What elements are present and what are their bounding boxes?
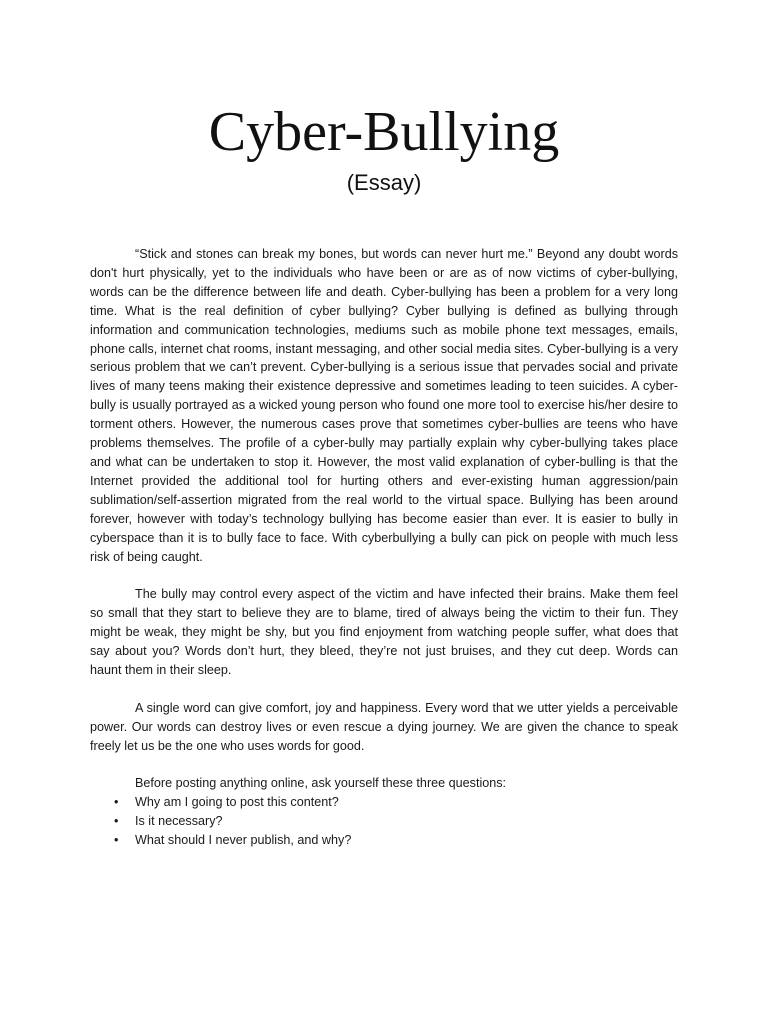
essay-paragraph-1: “Stick and stones can break my bones, but words can never hurt me.” Beyond any doubt words don't hurt physically, yet to the individuals who have been or are as of now victims of cyber-bullying, words can be the difference between life and death. Cyber-bullying has been a problem for a very long time. What is the real definition of cyber bullying? Cyber bullying is defined as bullying through information and communication technologies, mediums such as mobile phone text messages, emails, phone calls, internet chat rooms, instant messaging, and other social media sites. Cyber-bullying is a very serious problem that we can’t prevent. Cyber-bullying is a serious issue that pervades social and private lives of many teens making their existence depressive and sometimes leading to teen suicides. A cyber-bully is usually portrayed as a wicked young person who found one more tool to exercise his/her desire to torment others. However, the numerous cases prove that sometimes cyber-bullies are teens who have problems themselves. The profile of a cyber-bully may partially explain why cyber-bullying takes place and what can be undertaken to stop it. However, the most valid explanation of cyber-bulling is that the Internet provided the additional tool for hurting others and ever-existing human aggression/pain sublimation/self-assertion migrated from the real world to the virtual space. Bullying has been around forever, however with today’s technology bullying has become easier than ever. It is easier to bully in cyberspace than it is to bully face to face. With cyberbullying a bully can pick on people with much less risk of being caught. xyxy=(90,247,678,564)
essay-paragraph-2: The bully may control every aspect of the victim and have infected their brains. Make them feel so small that they start to believe they are to blame, tired of always being the victim to their fun. They might be weak, they might be shy, but you find enjoyment from watching people suffer, what does that say about you? Words don’t hurt, they bleed, they’re not just bruises, and they cut deep. Words can haunt them in their sleep. xyxy=(90,587,678,677)
question-item xyxy=(90,831,678,850)
question-text: What should I never publish, and why? xyxy=(135,833,352,848)
question-item xyxy=(90,793,678,812)
questions-list xyxy=(90,793,678,850)
essay-paragraph-3: A single word can give comfort, joy and happiness. Every word that we utter yields a perceivable power. Our words can destroy lives or even rescue a dying journey. We are given the chance to speak freely let us be the one who uses words for good. xyxy=(90,700,678,753)
bullet-icon: • xyxy=(114,814,119,829)
essay-body xyxy=(90,245,678,850)
document-title: Cyber-Bullying xyxy=(208,101,560,163)
question-text: Why am I going to post this content? xyxy=(135,795,339,810)
bullet-icon: • xyxy=(114,795,119,810)
questions-intro: Before posting anything online, ask yourself these three questions: xyxy=(135,776,507,791)
question-item xyxy=(90,812,678,831)
document-subtitle: (Essay) xyxy=(346,170,422,195)
question-text: Is it necessary? xyxy=(135,814,223,829)
bullet-icon: • xyxy=(114,833,119,848)
